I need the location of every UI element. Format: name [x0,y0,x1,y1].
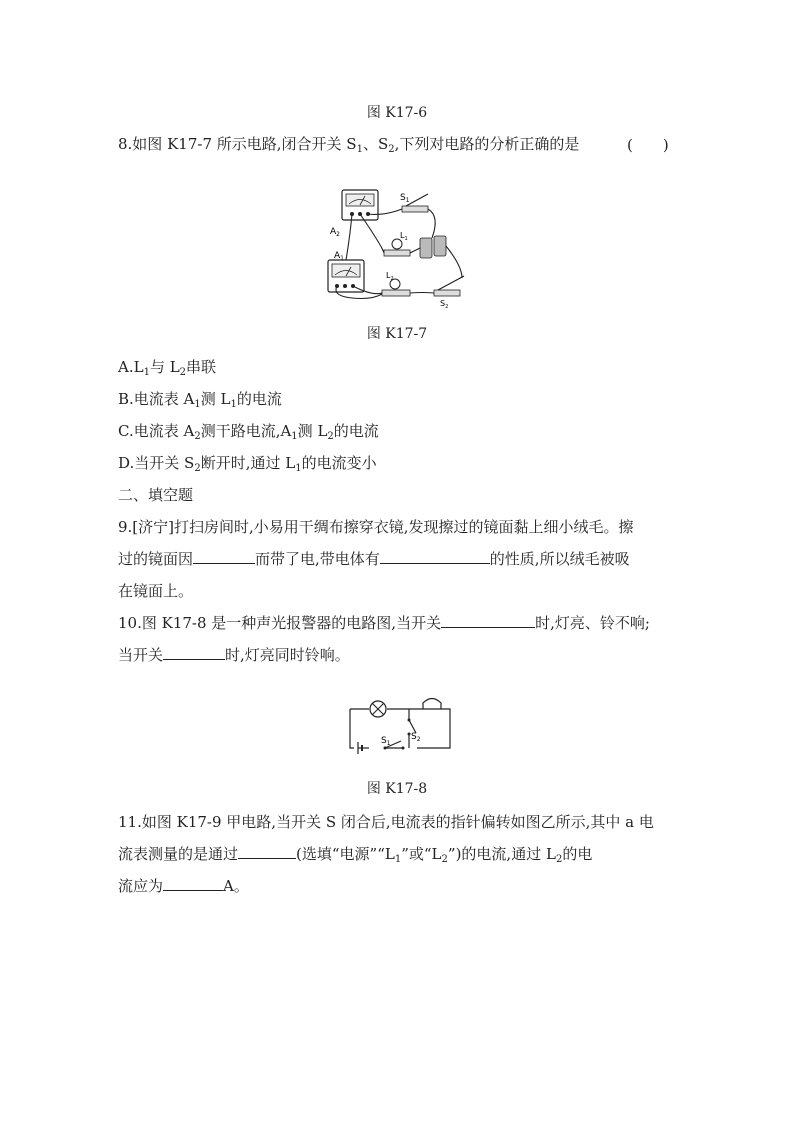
q10-blank-1[interactable] [441,613,535,628]
label-a2: $A_2$ [330,227,340,238]
q9-line3: 在镜面上。 [118,582,194,600]
q8-option-d[interactable]: D.当开关 $S_2$断开时,通过 $L_1$的电流变小 [118,454,377,474]
ammeter-a1 [328,260,364,292]
label-a1: $A_1$ [334,251,344,262]
q10-blank-2[interactable] [163,645,225,660]
q9-blank-2[interactable] [380,549,490,564]
label-l1: $L_1$ [400,231,408,242]
q11-line1: 11.如图 K17-9 甲电路,当开关 S 闭合后,电流表的指针偏转如图乙所示,其中 a 电 [118,813,654,831]
q9-line1: 9.[济宁]打扫房间时,小易用干绸布擦穿衣镜,发现擦过的镜面黏上细小绒毛。擦 [118,518,634,536]
fig-k17-7-caption: 图 K17-7 [366,326,428,342]
label-s1-schematic: $S_1$ [381,736,391,747]
lamp-l2 [382,279,410,296]
q9-blank-1[interactable] [193,549,255,564]
q8-answer-paren: ( ) [627,136,669,154]
battery-pack [420,236,446,258]
q10-line1: 10.图 K17-8 是一种声光报警器的电路图,当开关 时,灯亮、铃不响; [118,614,650,632]
fig-k17-8-schematic [345,690,455,760]
q9-line2: 过的镜面因 而带了电,带电体有 的性质,所以绒毛被吸 [118,550,630,568]
label-s1: $S_1$ [400,193,410,204]
bell-symbol [421,699,443,710]
lamp-symbol [370,701,386,717]
q11-line2: 流表测量的是通过 (选填“电源$”“L_1$”或“$L_2$”)的电流,通过 $L_2$的电 [118,845,593,865]
fig-k17-6-caption: 图 K17-6 [366,105,428,121]
q8-stem: 8.如图 K17-7 所示电路,闭合开关 $S_1$、$S_2$,下列对电路的分析正确的是 [118,135,580,155]
label-s2: $S_2$ [440,299,449,310]
q10-line2: 当开关 时,灯亮同时铃响。 [118,646,350,664]
q8-option-c[interactable]: C.电流表 $A_2$测干路电流$,A_1$测 $L_2$的电流 [118,422,379,442]
section-fill-blank-title: 二、填空题 [118,486,194,504]
fig-k17-8-caption: 图 K17-8 [366,781,428,797]
switch-s2 [434,276,464,296]
q11-blank-2[interactable] [163,876,223,891]
fig-k17-7-circuit [322,186,478,310]
q11-blank-1[interactable] [238,844,296,859]
q11-line3: 流应为 A。 [118,877,249,895]
q8-option-b[interactable]: B.电流表 $A_1$测 $L_1$的电流 [118,390,282,410]
ammeter-a2 [342,190,378,220]
label-l2: $L_2$ [386,271,394,282]
label-s2-schematic: $S_2$ [411,732,421,743]
q8-option-a[interactable]: $A.L_1$与 $L_2$串联 [118,358,217,378]
